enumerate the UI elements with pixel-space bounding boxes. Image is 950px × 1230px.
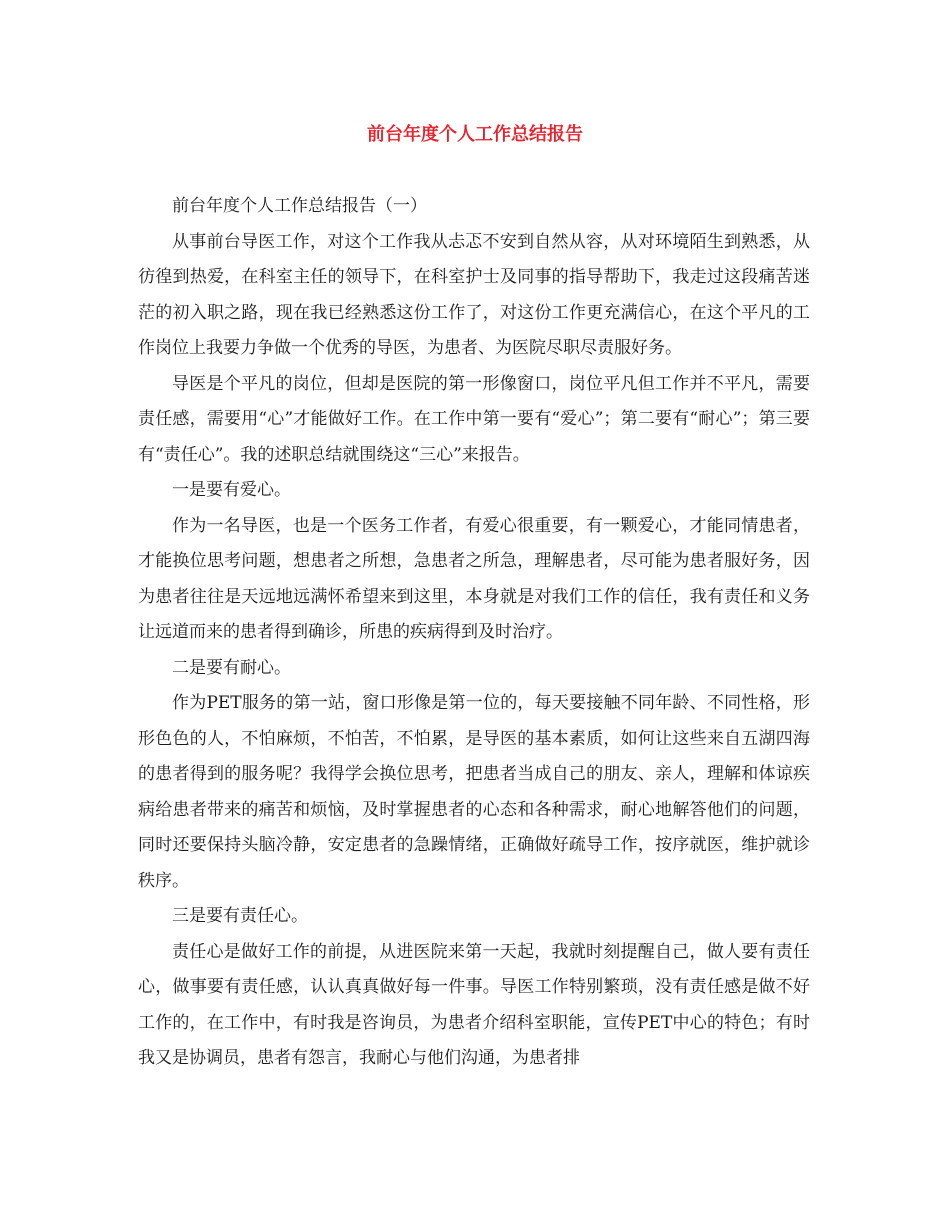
page-title: 前台年度个人工作总结报告 xyxy=(367,124,583,145)
paragraph: 责任心是做好工作的前提，从进医院来第一天起，我就时刻提醒自己，做人要有责任心，做事要有责任感，认认真真做好每一件事。导医工作特别繁琐，没有责任感是做不好工作的，在工作中，有时我是咨询员，为患者介绍科室职能，宣传PET中心的特色；有时我又是协调员，患者有怨言，我耐心与他们沟通，为患者排 xyxy=(138,941,810,1068)
subheading: 三是要有责任心。 xyxy=(172,906,308,926)
subheading: 一是要有爱心。 xyxy=(172,480,291,500)
paragraph: 从事前台导医工作，对这个工作我从忐忑不安到自然从容，从对环境陌生到熟悉，从彷徨到热爱，在科室主任的领导下，在科室护士及同事的指导帮助下，我走过这段痛苦迷茫的初入职之路，现在我已经熟悉这份工作了，对这份工作更充满信心，在这个平凡的工作岗位上我要力争做一个优秀的导医，为患者、为医院尽职尽责服好务。 xyxy=(138,231,810,358)
section-heading: 前台年度个人工作总结报告（一） xyxy=(172,196,427,216)
paragraph: 导医是个平凡的岗位，但却是医院的第一形像窗口，岗位平凡但工作并不平凡，需要责任感，需要用“心”才能做好工作。在工作中第一要有“爱心”；第二要有“耐心”；第三要有“责任心”。我的述职总结就围绕这“三心”来报告。 xyxy=(138,373,810,465)
document-body xyxy=(138,189,810,1077)
subheading: 二是要有耐心。 xyxy=(172,657,291,678)
paragraph: 作为PET服务的第一站，窗口形像是第一位的，每天要接触不同年龄、不同性格，形形色色的人，不怕麻烦，不怕苦，不怕累，是导医的基本素质，如何让这些来自五湖四海的患者得到的服务呢？我得学会换位思考，把患者当成自己的朋友、亲人，理解和体谅疾病给患者带来的痛苦和烦恼，及时掌握患者的心态和各种需求，耐心地解答他们的问题，同时还要保持头脑冷静，安定患者的急躁情绪，正确做好疏导工作，按序就医，维护就诊秩序。 xyxy=(138,693,810,891)
paragraph: 作为一名导医，也是一个医务工作者，有爱心很重要，有一颗爱心，才能同情患者，才能换位思考问题，想患者之所想，急患者之所急，理解患者，尽可能为患者服好务，因为患者往往是天远地远满怀希望来到这里，本身就是对我们工作的信任，我有责任和义务让远道而来的患者得到确诊，所患的疾病得到及时治疗。 xyxy=(138,515,810,642)
